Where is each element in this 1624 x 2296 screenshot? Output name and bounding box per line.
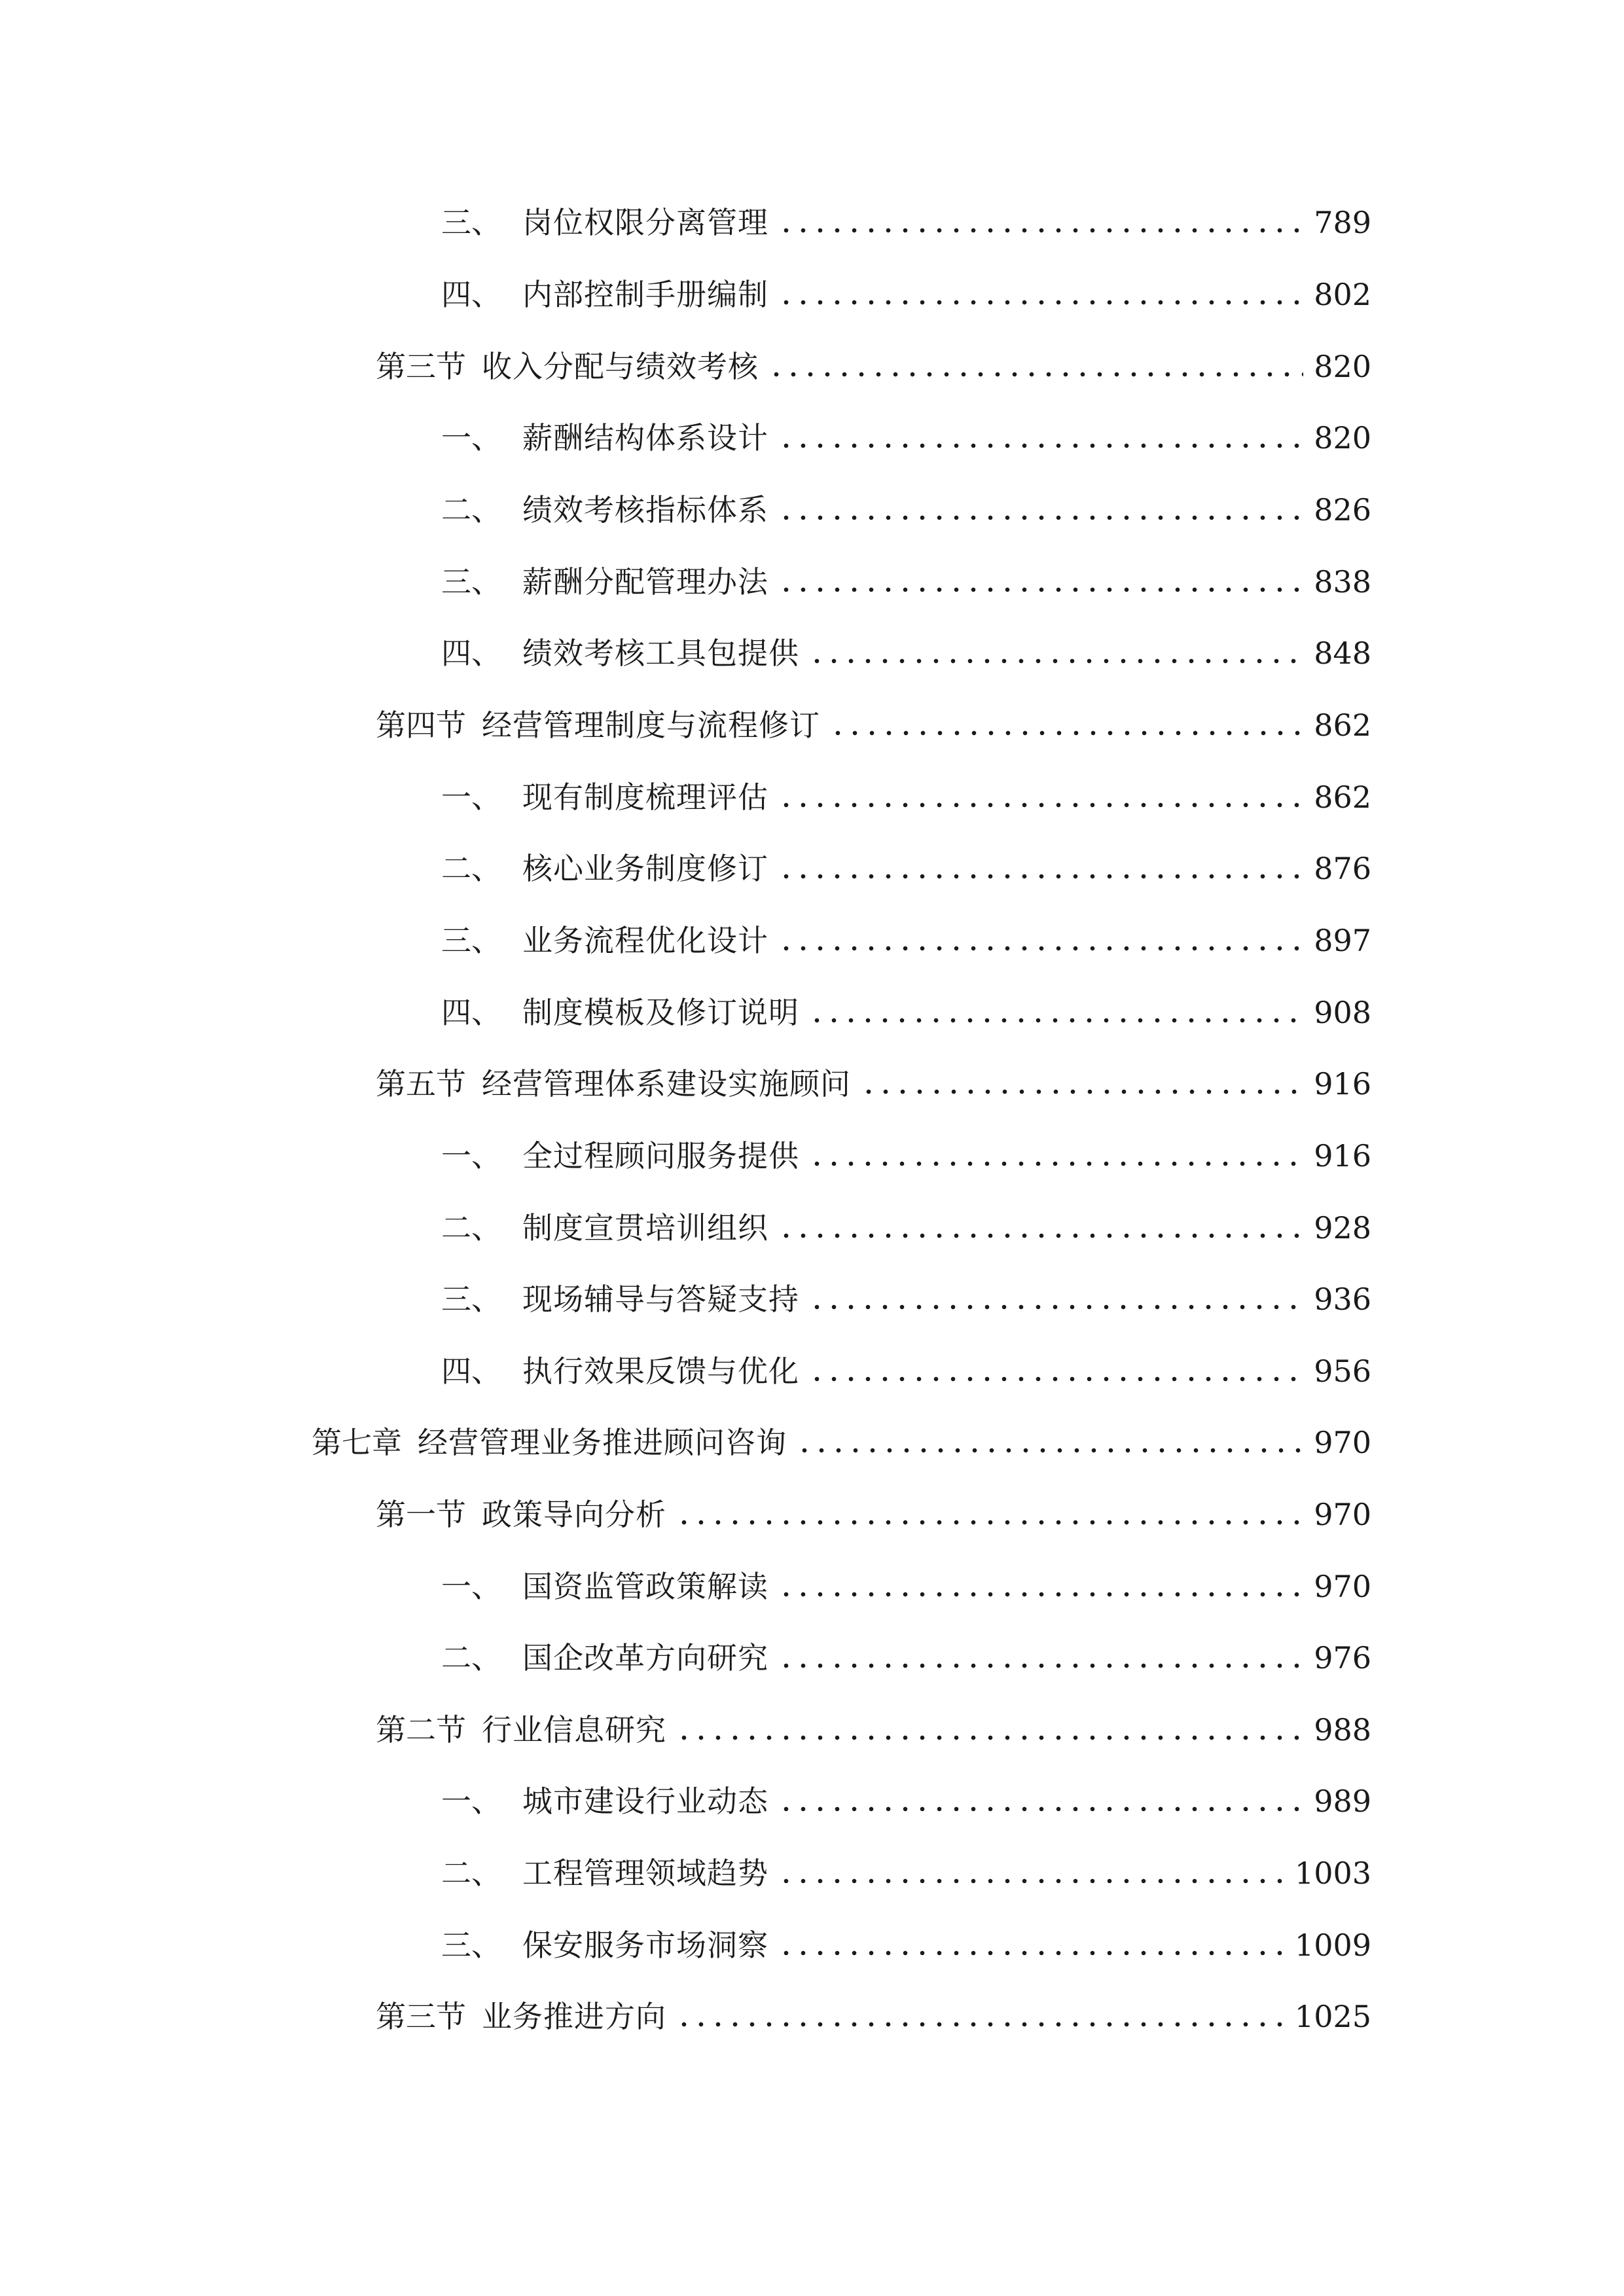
toc-entry[interactable] xyxy=(441,620,1371,673)
toc-entry-title: 业务流程优化设计 xyxy=(522,923,768,958)
toc-entry-number: 一、 xyxy=(441,780,501,815)
toc-entry-number: 二、 xyxy=(441,851,501,886)
toc-entry-number: 第一节 xyxy=(376,1497,466,1532)
toc-entry-title: 政策导向分析 xyxy=(482,1497,666,1532)
dot-leader xyxy=(778,946,1303,951)
toc-entry-number: 第二节 xyxy=(376,1712,466,1748)
dot-leader xyxy=(808,1304,1303,1310)
toc-entry-title: 内部控制手册编制 xyxy=(522,277,768,312)
toc-entry[interactable] xyxy=(441,1338,1371,1391)
toc-entry-number: 一、 xyxy=(441,1784,501,1819)
dot-leader xyxy=(778,1233,1303,1238)
toc-entry-title: 现有制度梳理评估 xyxy=(522,780,768,815)
toc-entry-number: 二、 xyxy=(441,1856,501,1891)
toc-entry-number: 四、 xyxy=(441,636,501,671)
toc-entry-number: 四、 xyxy=(441,277,501,312)
toc-entry-title: 业务推进方向 xyxy=(482,1999,666,2034)
toc-entry-title: 经营管理业务推进顾问咨询 xyxy=(418,1425,787,1460)
toc-entry-page: 826 xyxy=(1314,492,1371,528)
toc-entry-title: 执行效果反馈与优化 xyxy=(522,1354,799,1389)
toc-entry-title: 绩效考核工具包提供 xyxy=(522,636,799,671)
toc-entry[interactable] xyxy=(441,1195,1371,1247)
toc-entry-number: 一、 xyxy=(441,420,501,456)
toc-entry-title: 国资监管政策解读 xyxy=(522,1569,768,1604)
toc-entry[interactable] xyxy=(441,1123,1371,1175)
toc-entry[interactable] xyxy=(441,262,1371,314)
toc-entry-title: 全过程顾问服务提供 xyxy=(522,1138,799,1174)
toc-entry-page: 970 xyxy=(1314,1497,1371,1532)
toc-entry[interactable] xyxy=(441,764,1371,817)
toc-entry-page: 848 xyxy=(1314,636,1371,671)
toc-entry[interactable] xyxy=(441,477,1371,529)
toc-entry-page: 789 xyxy=(1314,205,1371,240)
toc-entry[interactable] xyxy=(376,692,1371,745)
dot-leader xyxy=(778,1663,1303,1668)
toc-entry[interactable] xyxy=(376,334,1371,386)
toc-entry[interactable] xyxy=(441,1266,1371,1319)
toc-entry-page: 970 xyxy=(1314,1569,1371,1604)
toc-entry[interactable] xyxy=(441,980,1371,1032)
toc-entry-number: 二、 xyxy=(441,492,501,528)
dot-leader xyxy=(676,1735,1303,1740)
dot-leader xyxy=(829,730,1303,736)
toc-entry-page: 862 xyxy=(1314,708,1371,743)
toc-entry-page: 862 xyxy=(1314,780,1371,815)
toc-entry-page: 928 xyxy=(1314,1210,1371,1246)
toc-entry-number: 第七章 xyxy=(312,1425,402,1460)
dot-leader xyxy=(778,1950,1286,1956)
toc-entry-page: 820 xyxy=(1314,420,1371,456)
toc-entry-number: 第三节 xyxy=(376,1999,466,2034)
toc-entry[interactable] xyxy=(376,1697,1371,1749)
toc-entry-title: 收入分配与绩效考核 xyxy=(482,349,759,384)
toc-entry-page: 1009 xyxy=(1294,1928,1371,1963)
toc-entry-number: 二、 xyxy=(441,1210,501,1246)
toc-entry-page: 970 xyxy=(1314,1425,1371,1460)
toc-entry[interactable] xyxy=(441,1554,1371,1606)
toc-entry[interactable] xyxy=(441,1912,1371,1965)
toc-entry-page: 897 xyxy=(1314,923,1371,958)
toc-entry-number: 三、 xyxy=(441,1928,501,1963)
toc-entry-number: 三、 xyxy=(441,923,501,958)
toc-entry-number: 三、 xyxy=(441,1282,501,1317)
toc-entry[interactable] xyxy=(376,1482,1371,1534)
toc-entry-title: 保安服务市场洞察 xyxy=(522,1928,768,1963)
toc-entry-title: 国企改革方向研究 xyxy=(522,1640,768,1676)
toc-entry-page: 936 xyxy=(1314,1282,1371,1317)
toc-entry-page: 802 xyxy=(1314,277,1371,312)
toc-entry-title: 城市建设行业动态 xyxy=(522,1784,768,1819)
toc-entry[interactable] xyxy=(441,1840,1371,1893)
toc-entry-page: 956 xyxy=(1314,1354,1371,1389)
dot-leader xyxy=(778,1878,1286,1884)
toc-entry-title: 工程管理领域趋势 xyxy=(522,1856,768,1891)
toc-entry-number: 一、 xyxy=(441,1569,501,1604)
dot-leader xyxy=(860,1089,1303,1094)
dot-leader xyxy=(778,802,1303,808)
dot-leader xyxy=(676,1520,1303,1525)
dot-leader xyxy=(808,658,1303,664)
toc-entry-title: 薪酬结构体系设计 xyxy=(522,420,768,456)
toc-entry[interactable] xyxy=(441,1625,1371,1677)
toc-entry-number: 三、 xyxy=(441,205,501,240)
dot-leader xyxy=(778,1592,1303,1597)
toc-entry[interactable] xyxy=(441,549,1371,601)
toc-entry-page: 989 xyxy=(1314,1784,1371,1819)
toc-entry-title: 岗位权限分离管理 xyxy=(522,205,768,240)
toc-entry-page: 916 xyxy=(1314,1066,1371,1102)
toc-entry-title: 经营管理体系建设实施顾问 xyxy=(482,1066,851,1102)
toc-entry-page: 876 xyxy=(1314,851,1371,886)
toc-entry[interactable] xyxy=(376,1051,1371,1103)
toc-entry-title: 绩效考核指标体系 xyxy=(522,492,768,528)
toc-entry-title: 行业信息研究 xyxy=(482,1712,666,1748)
toc-entry-page: 1003 xyxy=(1294,1856,1371,1891)
toc-entry-number: 四、 xyxy=(441,995,501,1030)
dot-leader xyxy=(778,443,1303,448)
dot-leader xyxy=(768,372,1303,377)
dot-leader xyxy=(778,515,1303,520)
toc-entry-number: 一、 xyxy=(441,1138,501,1174)
dot-leader xyxy=(778,1806,1303,1812)
dot-leader xyxy=(808,1018,1303,1023)
dot-leader xyxy=(676,2022,1286,2027)
toc-entry-page: 908 xyxy=(1314,995,1371,1030)
dot-leader xyxy=(778,874,1303,879)
toc-entry[interactable] xyxy=(441,836,1371,888)
toc-entry-title: 制度模板及修订说明 xyxy=(522,995,799,1030)
toc-entry[interactable] xyxy=(441,190,1371,242)
toc-entry[interactable] xyxy=(441,1768,1371,1821)
toc-entry[interactable] xyxy=(312,1410,1371,1462)
dot-leader xyxy=(808,1161,1303,1166)
dot-leader xyxy=(778,228,1303,233)
dot-leader xyxy=(808,1376,1303,1382)
toc-entry-title: 制度宣贯培训组织 xyxy=(522,1210,768,1246)
toc-entry-title: 薪酬分配管理办法 xyxy=(522,564,768,600)
toc-entry[interactable] xyxy=(441,405,1371,457)
toc-entry-title: 核心业务制度修订 xyxy=(522,851,768,886)
toc-entry[interactable] xyxy=(376,1984,1371,2036)
toc-entry-number: 四、 xyxy=(441,1354,501,1389)
toc-entry-page: 976 xyxy=(1314,1640,1371,1676)
toc-entry-page: 838 xyxy=(1314,564,1371,600)
toc-entry-page: 988 xyxy=(1314,1712,1371,1748)
toc-entry-number: 第三节 xyxy=(376,349,466,384)
toc-entry-number: 三、 xyxy=(441,564,501,600)
toc-entry-page: 820 xyxy=(1314,349,1371,384)
toc-entry-number: 第五节 xyxy=(376,1066,466,1102)
toc-entry-page: 1025 xyxy=(1294,1999,1371,2034)
toc-entry-title: 经营管理制度与流程修订 xyxy=(482,708,820,743)
toc-entry[interactable] xyxy=(441,908,1371,960)
toc-entry-title: 现场辅导与答疑支持 xyxy=(522,1282,799,1317)
toc-entry-page: 916 xyxy=(1314,1138,1371,1174)
toc-entry-number: 二、 xyxy=(441,1640,501,1676)
dot-leader xyxy=(778,587,1303,592)
dot-leader xyxy=(778,300,1303,305)
toc-entry-number: 第四节 xyxy=(376,708,466,743)
dot-leader xyxy=(796,1448,1303,1453)
